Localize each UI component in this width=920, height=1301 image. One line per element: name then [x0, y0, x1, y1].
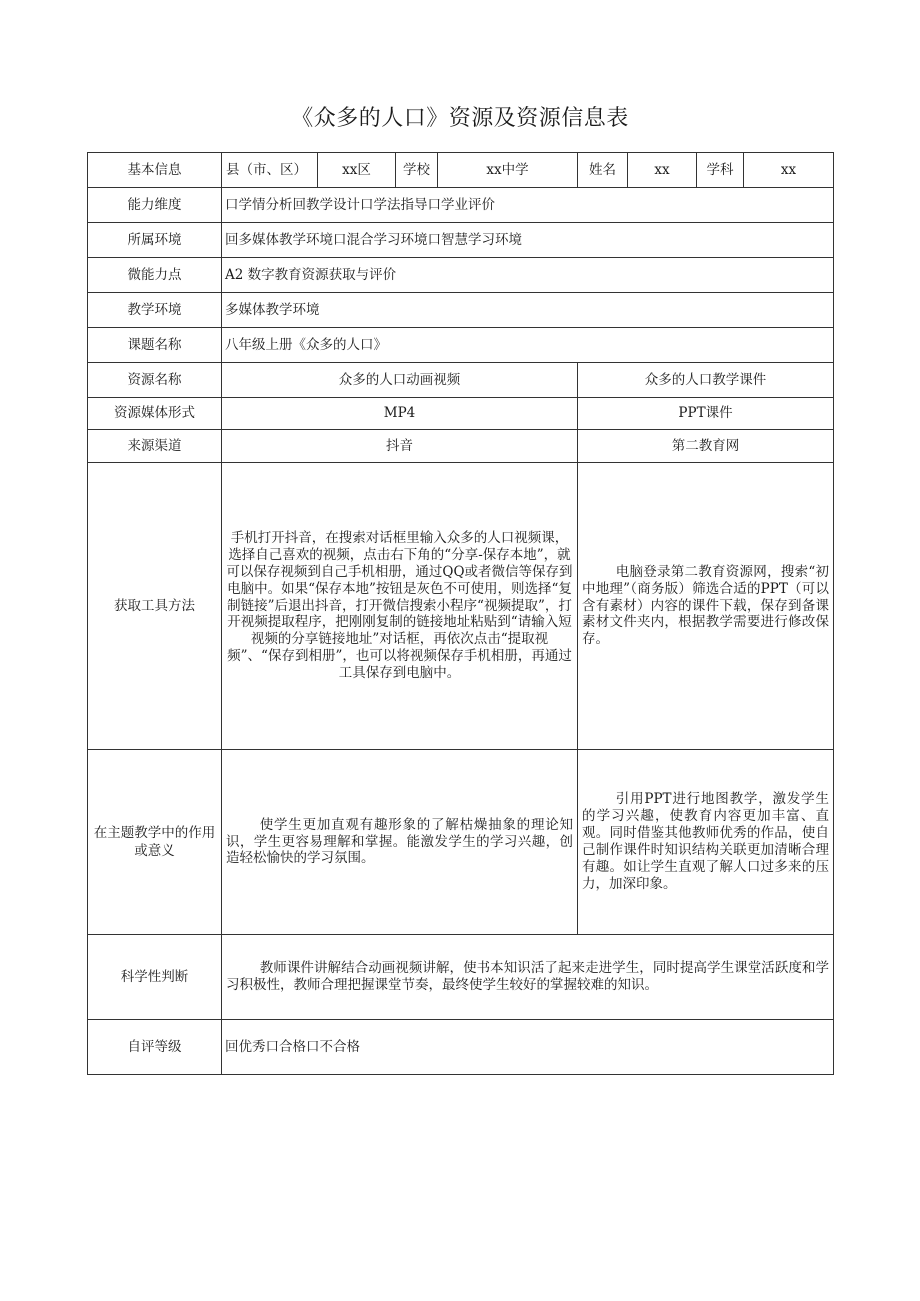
label-topic: 课题名称	[88, 328, 222, 363]
label-ability: 能力维度	[88, 188, 222, 223]
row-micro-ability	[88, 258, 834, 293]
row-topic	[88, 328, 834, 363]
row-science	[88, 935, 834, 1020]
value-media-form-1: MP4	[222, 398, 578, 430]
value-source-1: 抖音	[222, 430, 578, 463]
value-method-2: 电脑登录第二教育资源网，搜索“初中地理”（商务版）筛选合适的PPT（可以含有素材）内容的课件下载，保存到备课素材文件夹内，根据教学需要进行修改保存。	[578, 463, 834, 750]
value-resource-name-1: 众多的人口动画视频	[222, 363, 578, 398]
value-county: xx区	[318, 153, 396, 188]
row-resource-name	[88, 363, 834, 398]
label-resource-name: 资源名称	[88, 363, 222, 398]
value-name: xx	[628, 153, 697, 188]
value-self-eval: 回优秀口合格口不合格	[222, 1020, 834, 1075]
label-basic-info: 基本信息	[88, 153, 222, 188]
row-teaching-env	[88, 293, 834, 328]
label-environment: 所属环境	[88, 223, 222, 258]
label-subject: 学科	[697, 153, 744, 188]
label-self-eval: 自评等级	[88, 1020, 222, 1075]
label-teaching-env: 教学环境	[88, 293, 222, 328]
label-school: 学校	[396, 153, 438, 188]
label-source: 来源渠道	[88, 430, 222, 463]
label-science: 科学性判断	[88, 935, 222, 1020]
label-micro-ability: 微能力点	[88, 258, 222, 293]
label-method: 获取工具方法	[88, 463, 222, 750]
value-micro-ability: A2 数字教育资源获取与评价	[222, 258, 834, 293]
resource-info-table	[87, 152, 834, 1075]
value-science: 教师课件讲解结合动画视频讲解，使书本知识活了起来走进学生，同时提高学生课堂活跃度和学习积极性，教师合理把握课堂节奏，最终使学生较好的掌握较难的知识。	[222, 935, 834, 1020]
value-school: xx中学	[438, 153, 578, 188]
row-source	[88, 430, 834, 463]
value-media-form-2: PPT课件	[578, 398, 834, 430]
row-ability	[88, 188, 834, 223]
label-media-form: 资源媒体形式	[88, 398, 222, 430]
row-self-eval	[88, 1020, 834, 1075]
value-ability: 口学情分析回教学设计口学法指导口学业评价	[222, 188, 834, 223]
value-teaching-env: 多媒体教学环境	[222, 293, 834, 328]
row-media-form	[88, 398, 834, 430]
row-basic-info	[88, 153, 834, 188]
label-name: 姓名	[578, 153, 628, 188]
row-role	[88, 750, 834, 935]
row-environment	[88, 223, 834, 258]
value-environment: 回多媒体教学环境口混合学习环境口智慧学习环境	[222, 223, 834, 258]
row-method	[88, 463, 834, 750]
page-title: 《众多的人口》资源及资源信息表	[291, 106, 629, 131]
value-role-2: 引用PPT进行地图教学，激发学生的学习兴趣，使教育内容更加丰富、直观。同时借鉴其他教师优秀的作品，使自己制作课件时知识结构关联更加清晰合理有趣。如让学生直观了解人口过多来的压力，加深印象。	[578, 750, 834, 935]
label-county: 县（市、区）	[222, 153, 318, 188]
value-method-1: 手机打开抖音，在搜索对话框里输入众多的人口视频课，选择自己喜欢的视频，点击右下角的“分享-保存本地”，就可以保存视频到自己手机相册，通过QQ或者微信等保存到电脑中。如果“保存本地”按钮是灰色不可使用，则选择“复制链接”后退出抖音，打开微信搜索小程序“视频提取”，打开视频提取程序，把刚刚复制的链接地址粘贴到“请输入短视频的分享链接地址”对话框，再依次点击“提取视频”、“保存到相册”，也可以将视频保存手机相册，再通过工具保存到电脑中。	[222, 463, 578, 750]
label-role: 在主题教学中的作用或意义	[88, 750, 222, 935]
value-role-1: 使学生更加直观有趣形象的了解枯燥抽象的理论知识，学生更容易理解和掌握。能激发学生的学习兴趣，创造轻松愉快的学习氛围。	[222, 750, 578, 935]
value-source-2: 第二教育网	[578, 430, 834, 463]
value-topic: 八年级上册《众多的人口》	[222, 328, 834, 363]
value-subject: xx	[744, 153, 834, 188]
value-resource-name-2: 众多的人口教学课件	[578, 363, 834, 398]
